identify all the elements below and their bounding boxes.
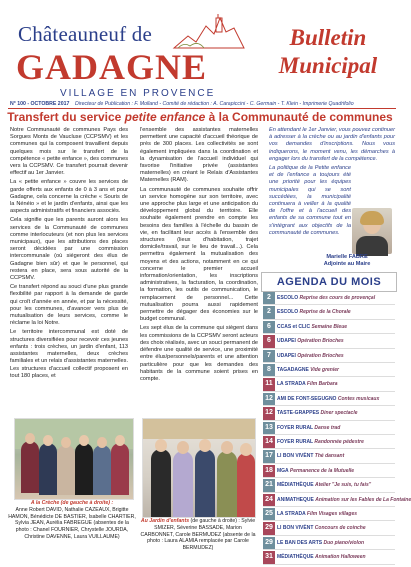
agenda-day: 2 <box>263 292 275 304</box>
caption-creche <box>8 500 136 541</box>
agenda-item <box>263 321 395 334</box>
agenda-item-text <box>277 335 344 347</box>
agenda-item-text <box>277 407 358 419</box>
agenda-organizer: ESCOLO <box>277 295 299 301</box>
paragraph: Cela signifie que les parents auront alors les services de la Communauté de communes comme interlocuteurs (et non plus les services municipaux), que les attributions des places seront décidées par une commission intercommunale (où siégeront des élus de Gadagne bien sûr) et que le personnel, qui restera en place, sera sous autorité de la CCPSMV. <box>10 217 128 282</box>
caption-creche-title: A la Crèche (de gauche à droite) : <box>30 500 114 506</box>
signature-role: Adjointe au Maire <box>323 261 371 267</box>
caption-creche-text: Anne Robert DAVID, Nathalie CAZEAUX, Brigitte HAMON, Bénédicte DE BASTIER, Isabelle CHARTIER, Sylvia JEAN, Aurélia FABREGUE (absentes de la photo : Chanel FOURNIER, Chrystelle JOURDA, Christine DAVENNE, Laura VUILLAUME) <box>8 506 136 540</box>
agenda-title: AGENDA DU MOIS <box>261 272 397 292</box>
agenda-day: 17 <box>263 450 275 462</box>
agenda-event: Atelier "Je suis, tu fais" <box>314 482 372 489</box>
agenda-item-text <box>277 494 411 506</box>
agenda-organizer: FOYER RURAL <box>277 424 314 431</box>
agenda-item <box>263 378 395 391</box>
agenda-item <box>263 494 411 507</box>
agenda-item-text <box>277 378 337 390</box>
agenda-event: Thé dansant <box>314 453 345 460</box>
agenda-organizer: MÉDIATHÈQUE <box>277 554 314 561</box>
issue-number: N° 100 - OCTOBRE 2017 <box>10 101 70 107</box>
agenda-item-text <box>277 479 371 491</box>
agenda-day: 14 <box>263 436 275 448</box>
agenda-item <box>263 350 395 363</box>
paragraph: La « petite enfance » couvre les services de garde offerts aux enfants de 0 à 3 ans et pour Gadagne, cela concerne la crèche « Souris de la Nénéio » et le jardin d'enfants, ainsi que les aspects administratifs et financiers associés. <box>10 179 128 215</box>
agenda-event: Diner spectacle <box>320 410 358 417</box>
agenda-item <box>263 522 395 535</box>
headline <box>0 110 400 124</box>
agenda-event: Semaine Bleue <box>311 323 348 330</box>
agenda-item-text <box>277 450 344 462</box>
signature <box>300 254 394 268</box>
agenda-item <box>263 537 395 550</box>
agenda-event: Reprise des cours de provençal <box>299 295 376 301</box>
logo-pre: Châteauneuf de <box>18 22 152 46</box>
agenda-item <box>263 393 395 406</box>
agenda-event: Animation sur les Fables de La Fontaine <box>315 496 411 503</box>
paragraph: La politique de la Petite enfance et de l'enfance a toujours été une priorité pour les équipes municipales qui se sont succédées, la municipalité continuera à veiller à la qualité de l'offre et à l'accueil des enfants de sa commune tout en s'intégrant aux objectifs de la communauté de communes. <box>269 165 351 236</box>
agenda-item <box>263 551 395 564</box>
agenda-day: 12 <box>263 393 275 405</box>
article-column-2 <box>140 127 258 385</box>
agenda-day: 2 <box>263 306 275 318</box>
agenda-item-text <box>277 436 364 448</box>
agenda-day: 12 <box>263 407 275 419</box>
agenda-day: 11 <box>263 378 275 390</box>
agenda-event: Film Visages villages <box>306 511 358 517</box>
agenda-organizer: LI BON VIVÈNT <box>277 525 314 532</box>
agenda-event: Opération Brioches <box>297 352 344 359</box>
agenda-day: 25 <box>263 508 275 520</box>
agenda-day: 13 <box>263 422 275 434</box>
agenda-item <box>263 292 395 305</box>
agenda-item-text <box>277 422 340 434</box>
agenda-organizer: UDAPEI <box>277 352 296 359</box>
article-column-1 <box>10 127 128 382</box>
agenda-organizer: AMI DE FONT-SEGUGNO <box>277 395 337 402</box>
agenda-organizer: UDAPEI <box>277 338 296 345</box>
agenda-day: 8 <box>263 364 275 376</box>
caption-jardin-text: (de gauche à droite) : Sylvie SMIZER, Séverine BASSADE, Marion CARBONNET, Carole BERMUDEZ (absente de la photo : Laura ALAMIA remplacée par Carole BERMUDEZ) <box>140 518 256 552</box>
agenda-item <box>263 508 395 521</box>
agenda-event: Randonnée pédestre <box>314 439 364 445</box>
logo-title: GADAGNE <box>16 47 208 87</box>
agenda-event: Duo piano/violon <box>323 539 365 546</box>
agenda-item-text <box>277 321 347 333</box>
agenda-day: 6 <box>263 321 275 333</box>
agenda-day: 21 <box>263 479 275 491</box>
agenda-item-text <box>277 465 354 477</box>
paragraph: Le territoire intercommunal est doté de structures diversifiées pour recevoir ces jeunes enfants : trois crèches, un jardin d'enfant, 113 assistantes maternelles, deux crèches familiales et un relais d'assistantes maternelles. Les structures d'accueil collectif proposent en tout 180 places, et <box>10 329 128 379</box>
agenda-item-text <box>277 537 364 549</box>
agenda-event: Contes musicaux <box>337 395 380 402</box>
headline-emph: petite enfance <box>124 110 206 124</box>
paragraph: Notre Communauté de communes Pays des Sorgues Monts de Vaucluse (CCPSMV) et les communes qui la composent travaillent depuis quelques mois sur le transfert de la compétence « petite enfance », des communes vers la CCPSMV. Ce transfert pourrait devenir effectif au 1er Janvier. <box>10 127 128 177</box>
agenda-event: Vide grenier <box>310 367 339 373</box>
agenda-item <box>263 364 395 377</box>
agenda-day: 29 <box>263 522 275 534</box>
headline-part1: Transfert du service <box>7 110 125 124</box>
logo-subtitle: VILLAGE EN PROVENCE <box>60 88 216 99</box>
paragraph: En attendant le 1er Janvier, vous pouvez continuer à adresser à la crèche ou au jardin d'enfants pour vos demandes d'inscriptions. Nous vous indiquerons, le moment venu, les démarches à engager lors du transfert de la compétence. <box>269 127 395 162</box>
signature-name: Marielle FABRE <box>326 254 368 260</box>
agenda-day: 24 <box>263 494 275 506</box>
agenda-day: 29 <box>263 537 275 549</box>
agenda-organizer: ANIMATHEQUE <box>277 496 314 503</box>
agenda-organizer: MÉDIATHÈQUE <box>277 482 314 489</box>
caption-jardin <box>140 518 256 552</box>
jardin-enfants-photo <box>142 418 256 518</box>
agenda-organizer: LA STRADA <box>277 511 306 517</box>
agenda-item <box>263 465 395 478</box>
paragraph: l'ensemble des assistantes maternelles permettent une capacité d'accueil théorique de près de 300 places. Les collectivités se sont également impliquées dans la coordination et la dynamisation de l'accueil individuel qui favorise l'initiative privée (assistantes maternelles) en créant le Relais d'Assistantes Maternelles (RAM). <box>140 127 258 184</box>
agenda-item <box>263 306 395 319</box>
agenda-item-text <box>277 508 357 520</box>
agenda-item-text <box>277 364 339 376</box>
agenda-event: Reprise de la Chorale <box>299 309 351 316</box>
paragraph: Ce transfert répond au souci d'une plus grande flexibilité par rapport à la demande de garde qui croît d'année en année, et par la nécessité, pour les communes, d'avancer vers plus de mutualisation de leurs services, comme le réclame la loi Notre. <box>10 284 128 327</box>
agenda-organizer: TAGADAGNE <box>277 367 309 373</box>
agenda-organizer: LI BON VIVÈNT <box>277 453 314 460</box>
creche-staff-photo <box>14 418 134 500</box>
publication-credits: Directeur de Publication : F. Molland - Comité de rédaction : A. Carapiccini - C. Germain - T. Klein - Imprimerie Quadrifolio <box>75 101 354 107</box>
agenda-day: 6 <box>263 335 275 347</box>
agenda-event: Danse trad <box>314 424 341 431</box>
agenda-day: 31 <box>263 551 275 563</box>
agenda-day: 7 <box>263 350 275 362</box>
divider <box>8 108 396 109</box>
header <box>0 0 400 100</box>
portrait-photo <box>352 208 392 254</box>
headline-part2: à la Communauté de communes <box>205 110 393 124</box>
agenda-organizer: LA STRADA <box>277 381 306 388</box>
agenda-organizer: CCAS et CLIC <box>277 323 311 330</box>
agenda-day: 18 <box>263 465 275 477</box>
agenda-item-text <box>277 522 366 534</box>
agenda-item-text <box>277 306 351 318</box>
agenda-item <box>263 450 395 463</box>
agenda-item <box>263 407 395 420</box>
agenda-organizer: FOYER RURAL <box>277 439 314 445</box>
paragraph: La communauté de communes souhaite offrir un service homogène sur son territoire, avec une approche plus large et une anticipation du développement global du territoire. Elle souhaite également prendre en compte les besoins des familles à l'échelle du bassin de vie, en facilitant leur accès à l'ensemble des structures (lieux d'habitation, trajet domicile/travail, sur le lieu de travail...). Cela permettra également la mutualisation des moyens et des actions, notamment en ce qui concerne le premier accueil information/orientation, les inscriptions administratives, la facturation, la coordination, la formation, les outils de communication, le remplacement de personnel... Cette mutualisation pourra aussi rapidement permettre de dégager des économies sur le budget communal. <box>140 186 258 323</box>
agenda-item-text <box>277 551 366 563</box>
paragraph: Les sept élus de la commune qui siègent dans les commissions de la CCPSMV seront acteurs des choix réalisés, avec un souci permanent de défendre une qualité de service, une proximité entre élus/personnels/parents et une attention particulière pour que les demandes des habitants de la commune soient prises en compte. <box>140 325 258 382</box>
agenda-organizer: ESCOLO <box>277 309 299 316</box>
agenda-event: Permanence de la Mutuelle <box>289 467 355 474</box>
agenda-item-text <box>277 350 344 362</box>
agenda-item-text <box>277 393 379 405</box>
agenda-event: Opération Brioches <box>297 338 344 345</box>
agenda-organizer: MGA <box>277 467 289 474</box>
agenda-item <box>263 335 395 348</box>
agenda-item <box>263 479 395 492</box>
agenda-organizer: TASTE-GRAPPES <box>277 410 320 417</box>
agenda-organizer: LE BAN DES ARTS <box>277 539 323 546</box>
bulletin-title: Bulletin Municipal <box>278 25 378 78</box>
agenda-event: Film Barbara <box>306 381 338 388</box>
agenda-event: Concours de coinche <box>314 525 366 532</box>
agenda-item <box>263 422 395 435</box>
agenda-item <box>263 436 395 449</box>
agenda-event: Animation Halloween <box>314 554 366 561</box>
agenda-item-text <box>277 292 375 304</box>
caption-jardin-title: Au Jardin d'enfants <box>140 518 190 524</box>
